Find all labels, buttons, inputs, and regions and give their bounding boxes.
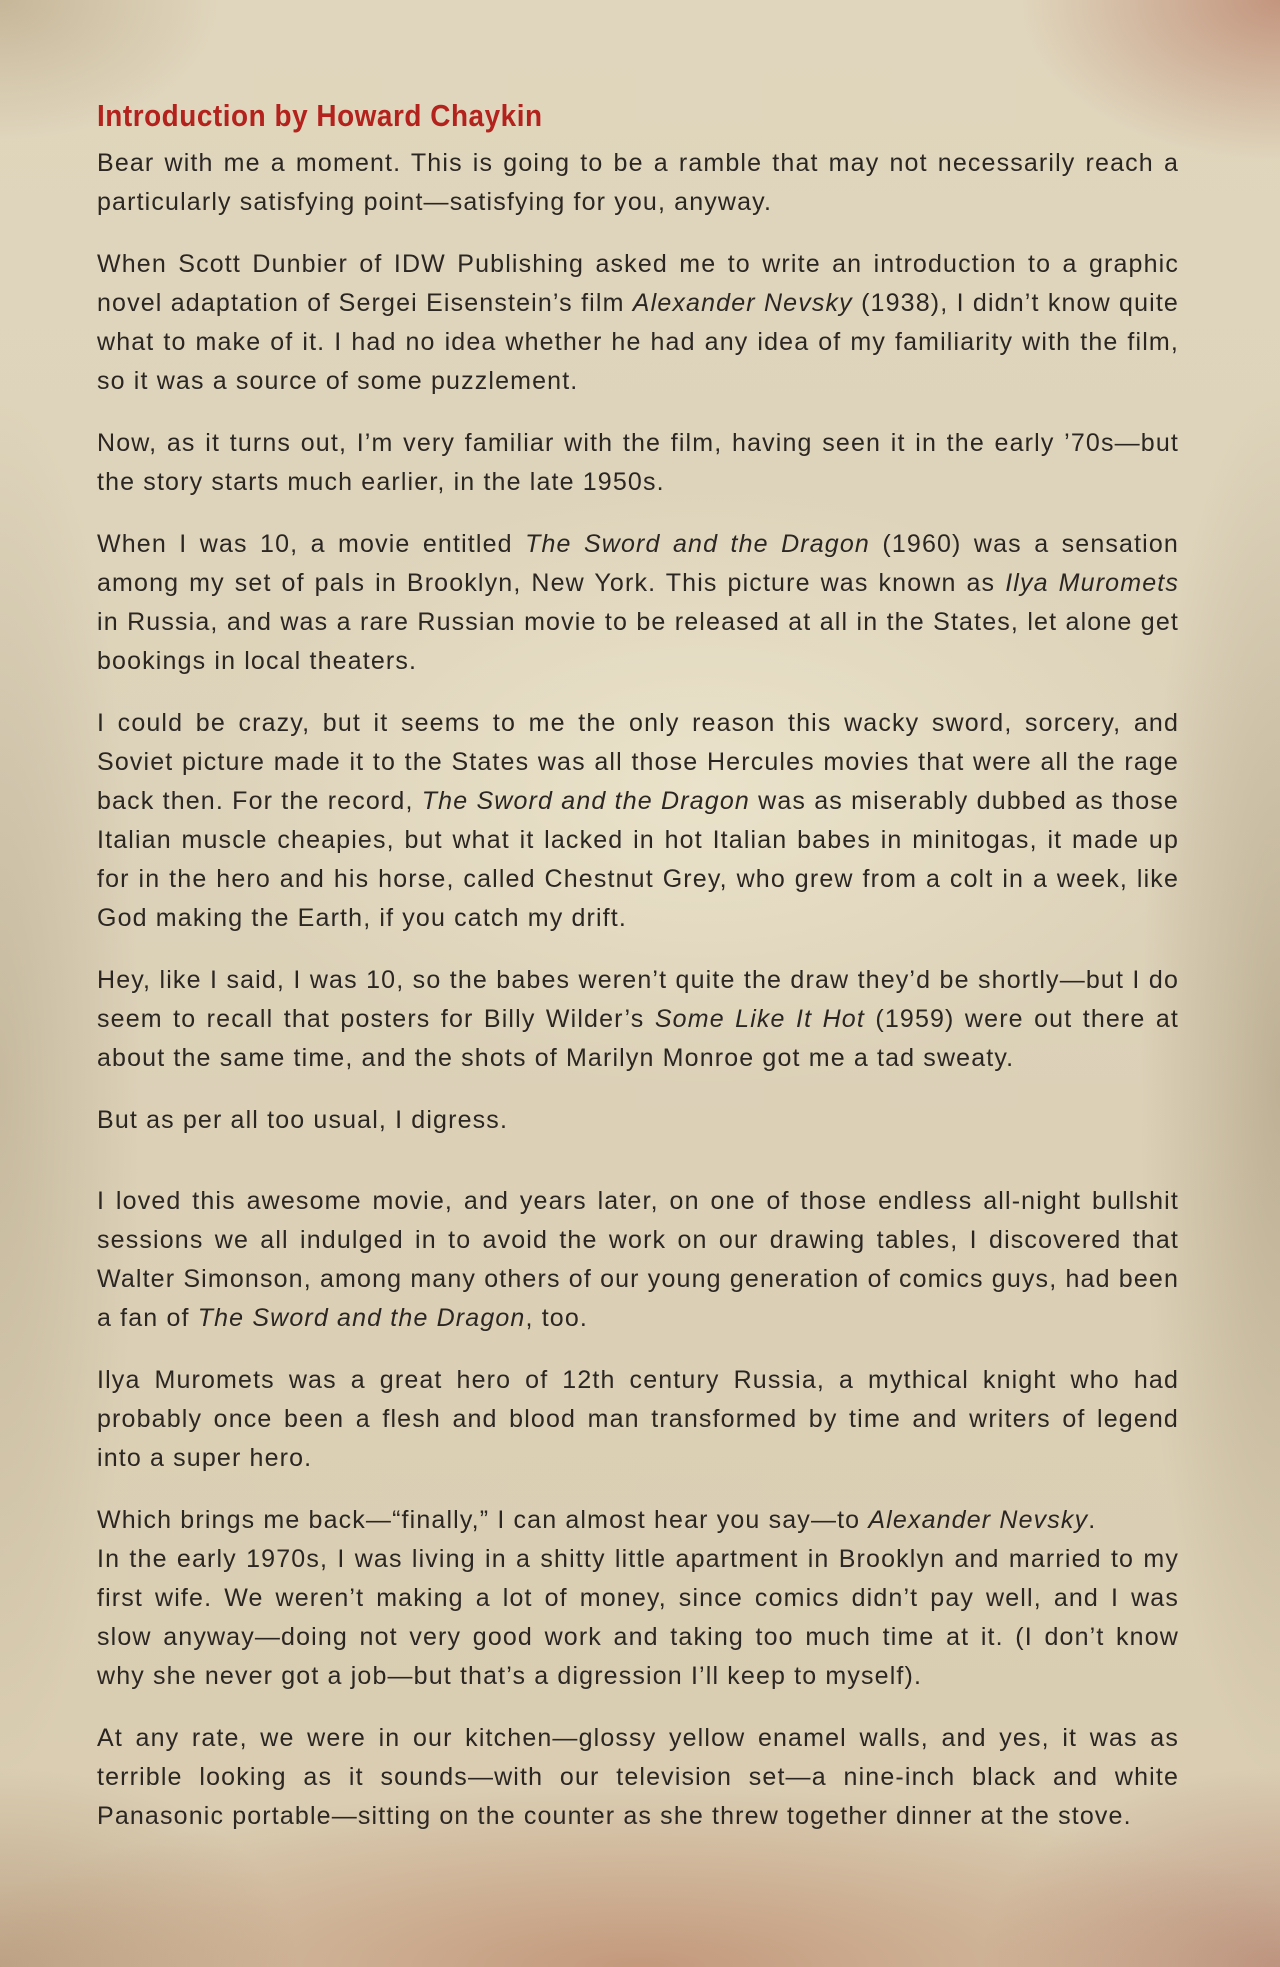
body-text [97, 144, 1179, 1836]
paragraph [97, 1501, 1179, 1540]
paragraph-text: in Russia, and was a rare Russian movie to be released at all in the States, let alone get bookings in local theaters. [97, 608, 1179, 675]
italic-title-text: The Sword and the Dragon [525, 530, 870, 558]
paragraph-text: Now, as it turns out, I’m very familiar with the film, having seen it in the early ’70s—but the story starts much earlier, in the late 1950s. [97, 429, 1179, 496]
paragraph [97, 1540, 1179, 1696]
italic-title-text: The Sword and the Dragon [421, 787, 750, 815]
italic-title-text: Alexander Nevsky [632, 289, 853, 317]
paragraph [97, 525, 1179, 681]
introduction-page [97, 96, 1179, 1859]
italic-title-text: Ilya Muromets [1005, 569, 1180, 597]
paragraph-text: Ilya Muromets was a great hero of 12th century Russia, a mythical knight who had probably once been a flesh and blood man transformed by time and writers of legend into a super hero. [97, 1366, 1179, 1472]
paragraph-text: When Scott Dunbier of IDW Publishing asked me to write an introduction to a graphic novel adaptation of Sergei Eisenstein’s film [97, 250, 1179, 317]
italic-title-text: Some Like It Hot [654, 1005, 865, 1033]
paragraph-text: In the early 1970s, I was living in a shitty little apartment in Brooklyn and married to my first wife. We weren’t making a lot of money, since comics didn’t pay well, and I was slow anyway—doing not very good work and taking too much time at it. (I don’t know why she never got a job—but that’s a digression I’ll keep to myself). [97, 1545, 1179, 1690]
paragraph [97, 704, 1179, 938]
paragraph [97, 245, 1179, 401]
paragraph [97, 1101, 1179, 1140]
paragraph-text: (1938), I didn’t know quite what to make of it. I had no idea whether he had any idea of my familiarity with the film, so it was a source of some puzzlement. [97, 289, 1179, 395]
italic-title-text: Alexander Nevsky [868, 1506, 1089, 1534]
paragraph-text: , too. [525, 1304, 588, 1332]
paragraph [97, 961, 1179, 1078]
paragraph-text: Bear with me a moment. This is going to be a ramble that may not necessarily reach a particularly satisfying point—satisfying for you, anyway. [97, 149, 1179, 216]
paragraph-text: But as per all too usual, I digress. [97, 1106, 509, 1134]
paragraph-text: . [1088, 1506, 1097, 1534]
paragraph-text: I could be crazy, but it seems to me the only reason this wacky sword, sorcery, and Soviet picture made it to the States was all those Hercules movies that were all the rage back then. For the record, [97, 709, 1179, 815]
paragraph-text: was as miserably dubbed as those Italian muscle cheapies, but what it lacked in hot Italian babes in minitogas, it made up for in the hero and his horse, called Chestnut Grey, who grew from a colt in a week, like God making the Earth, if you catch my drift. [97, 787, 1179, 932]
paragraph [97, 424, 1179, 502]
paragraph-text: I loved this awesome movie, and years later, on one of those endless all-night bullshit sessions we all indulged in to avoid the work on our drawing tables, I discovered that Walter Simonson, among many others of our young generation of comics guys, had been a fan of [97, 1187, 1179, 1332]
paragraph [97, 1182, 1179, 1338]
paragraph-text: (1960) was a sensation among my set of pals in Brooklyn, New York. This picture was known as [97, 530, 1179, 597]
italic-title-text: The Sword and the Dragon [197, 1304, 526, 1332]
paragraph-text: Hey, like I said, I was 10, so the babes weren’t quite the draw they’d be shortly—but I do seem to recall that posters for Billy Wilder’s [97, 966, 1179, 1033]
paragraph [97, 144, 1179, 222]
paragraph-text: (1959) were out there at about the same time, and the shots of Marilyn Monroe got me a tad sweaty. [97, 1005, 1180, 1072]
paragraph-text: Which brings me back—“finally,” I can almost hear you say—to [97, 1506, 869, 1534]
paragraph [97, 1719, 1179, 1836]
page-title: Introduction by Howard Chaykin [97, 98, 543, 133]
paragraph-text: At any rate, we were in our kitchen—glossy yellow enamel walls, and yes, it was as terrible looking as it sounds—with our television set—a nine-inch black and white Panasonic portable—sitting on the counter as she threw together dinner at the stove. [97, 1724, 1179, 1830]
paragraph [97, 1361, 1179, 1478]
paragraph-text: When I was 10, a movie entitled [97, 530, 526, 558]
